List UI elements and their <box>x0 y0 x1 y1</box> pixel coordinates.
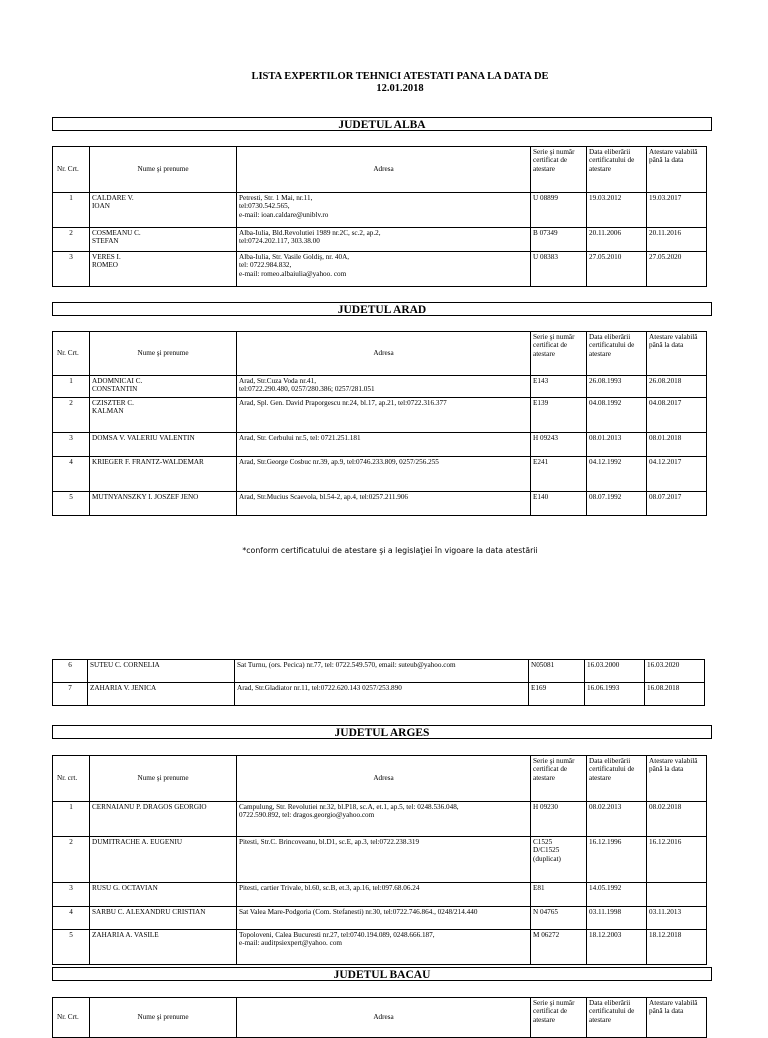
row-valid: 26.08.2018 <box>647 376 707 398</box>
row-name-line: VERES I. <box>92 253 121 261</box>
row-name-line: STEFAN <box>92 237 119 246</box>
row-name <box>90 252 237 287</box>
table-arges <box>52 755 707 965</box>
table-row <box>53 193 707 228</box>
row-address-line: tel:0730.542.565, <box>239 202 290 211</box>
row-serie <box>531 252 587 287</box>
header-address: Adresa <box>237 332 531 376</box>
row-address-line: tel: 0722.984.832, <box>239 261 292 270</box>
row-date-issue: 04.08.1992 <box>587 398 647 433</box>
row-nr: 3 <box>53 252 90 287</box>
row-name-line: ZAHARIA A. VASILE <box>92 931 159 939</box>
row-nr: 3 <box>53 883 90 907</box>
header-address: Adresa <box>237 147 531 193</box>
row-address-line: 0722.590.892, tel: dragos.georgio@yahoo.com <box>239 811 375 820</box>
row-serie-line: H 09230 <box>533 803 558 811</box>
row-address-line: Alba-Iulia, Str. Vasile Goldiş, nr. 40A, <box>239 253 350 261</box>
row-date-issue: 18.12.2003 <box>587 930 647 965</box>
table-arad <box>52 331 707 516</box>
row-valid: 16.03.2020 <box>645 660 705 683</box>
row-serie-line: U 08899 <box>533 194 558 202</box>
row-valid: 03.11.2013 <box>647 907 707 930</box>
row-date-issue: 03.11.1998 <box>587 907 647 930</box>
row-address <box>237 802 531 837</box>
row-date-issue: 27.05.2010 <box>587 252 647 287</box>
row-date-issue: 16.06.1993 <box>585 683 645 706</box>
row-nr: 5 <box>53 492 90 516</box>
row-date-issue: 04.12.1992 <box>587 457 647 492</box>
row-nr: 2 <box>53 837 90 883</box>
row-nr: 6 <box>53 660 88 683</box>
row-nr: 5 <box>53 930 90 965</box>
row-serie-line: N05081 <box>531 661 555 669</box>
header-valid: Atestare valabilă până la data <box>647 998 707 1038</box>
footnote: *conform certificatului de atestare şi a legislaţiei în vigoare la data atestării <box>242 546 538 555</box>
row-date-issue: 19.03.2012 <box>587 193 647 228</box>
table-row <box>53 883 707 907</box>
row-name-line: CALDARE V. <box>92 194 134 202</box>
row-serie-line: E169 <box>531 684 547 692</box>
row-nr: 3 <box>53 433 90 457</box>
row-address-line: Alba-Iulia, Bld.Revolutiei 1989 nr.2C, sc.2, ap.2, <box>239 229 381 237</box>
row-valid <box>647 883 707 907</box>
header-serie: Serie şi număr certificat de atestare <box>531 998 587 1038</box>
table-row <box>53 252 707 287</box>
row-nr: 4 <box>53 457 90 492</box>
row-valid: 08.02.2018 <box>647 802 707 837</box>
row-serie-line: (duplicat) <box>533 854 561 863</box>
row-name-line: IOAN <box>92 202 110 211</box>
row-name-line: RUSU G. OCTAVIAN <box>92 884 158 892</box>
row-name <box>88 683 235 706</box>
row-name-line: CONSTANTIN <box>92 385 138 394</box>
row-date-issue: 16.12.1996 <box>587 837 647 883</box>
row-address <box>237 837 531 883</box>
row-serie-line: N 04765 <box>533 908 558 916</box>
row-address-line: Campulung, Str. Revolutiei nr.32, bl.P18, sc.A, et.1, ap.5, tel: 0248.536.048, <box>239 803 459 811</box>
row-address-line: e-mail: auditpsiexpert@yahoo. com <box>239 939 343 948</box>
header-valid: Atestare valabilă până la data <box>647 147 707 193</box>
table-row <box>53 802 707 837</box>
row-date-issue: 26.08.1993 <box>587 376 647 398</box>
row-name <box>90 228 237 252</box>
row-serie <box>529 683 585 706</box>
row-serie-line: E140 <box>533 493 549 501</box>
row-name-line: COSMEANU C. <box>92 229 141 237</box>
row-nr: 4 <box>53 907 90 930</box>
title-line-1: LISTA EXPERTILOR TEHNICI ATESTATI PANA LA DATA DE <box>251 71 549 82</box>
section-heading-alba: JUDETUL ALBA <box>52 117 712 131</box>
section-heading-arad: JUDETUL ARAD <box>52 302 712 316</box>
row-address-line: e-mail: romeo.albaiulia@yahoo. com <box>239 269 347 278</box>
row-name <box>90 376 237 398</box>
row-serie-line: D/C1525 <box>533 846 560 855</box>
table-row <box>53 433 707 457</box>
row-address <box>237 398 531 433</box>
row-nr: 7 <box>53 683 88 706</box>
row-serie <box>531 376 587 398</box>
header-name: Nume şi prenume <box>90 147 237 193</box>
row-address-line: e-mail: ioan.caldare@uniblv.ro <box>239 210 329 219</box>
row-nr: 2 <box>53 398 90 433</box>
header-nr: Nr. Crt. <box>53 147 90 193</box>
table-row <box>53 376 707 398</box>
row-date-issue: 08.07.1992 <box>587 492 647 516</box>
table-arad-continued <box>52 659 705 706</box>
section-heading-bacau: JUDETUL BACAU <box>52 967 712 981</box>
row-name <box>90 837 237 883</box>
table-row <box>53 228 707 252</box>
header-date-issue: Data eliberării certificatului de atestare <box>587 332 647 376</box>
row-valid: 18.12.2018 <box>647 930 707 965</box>
row-name-line: ADOMNICAI C. <box>92 377 143 385</box>
row-nr: 2 <box>53 228 90 252</box>
row-name-line: DOMSA V. VALERIU VALENTIN <box>92 434 195 442</box>
row-name-line: CERNAIANU P. DRAGOS GEORGIO <box>92 803 207 811</box>
table-row <box>53 683 705 706</box>
header-date-issue: Data eliberării certificatului de atestare <box>587 998 647 1038</box>
row-serie <box>531 228 587 252</box>
row-name-line: MUTNYANSZKY I. JOSZEF JENO <box>92 493 199 501</box>
header-address: Adresa <box>237 756 531 802</box>
row-serie-line: B 07349 <box>533 229 558 237</box>
row-address-line: tel:0722.290.480, 0257/280.386; 0257/281.051 <box>239 385 375 394</box>
row-valid: 16.12.2016 <box>647 837 707 883</box>
row-date-issue: 14.05.1992 <box>587 883 647 907</box>
row-date-issue: 20.11.2006 <box>587 228 647 252</box>
row-address <box>237 930 531 965</box>
table-bacau <box>52 997 707 1038</box>
table-header-row <box>53 998 707 1038</box>
row-name <box>90 907 237 930</box>
row-name <box>90 193 237 228</box>
row-name-line: SUTEU C. CORNELIA <box>90 661 160 669</box>
row-date-issue: 16.03.2000 <box>585 660 645 683</box>
row-serie <box>531 837 587 883</box>
row-date-issue: 08.01.2013 <box>587 433 647 457</box>
row-address <box>237 252 531 287</box>
row-serie <box>531 930 587 965</box>
row-serie-line: U 08383 <box>533 253 558 261</box>
row-valid: 04.12.2017 <box>647 457 707 492</box>
table-header-row <box>53 756 707 802</box>
table-row <box>53 907 707 930</box>
header-serie: Serie şi număr certificat de atestare <box>531 147 587 193</box>
title-line-2: 12.01.2018 <box>376 83 424 94</box>
row-name <box>90 802 237 837</box>
row-serie-line: E143 <box>533 377 549 385</box>
row-serie <box>531 433 587 457</box>
row-serie-line: M 06272 <box>533 931 560 939</box>
section-heading-arges: JUDETUL ARGES <box>52 725 712 739</box>
row-address <box>237 228 531 252</box>
table-row <box>53 660 705 683</box>
row-serie <box>531 193 587 228</box>
row-serie <box>531 883 587 907</box>
header-date-issue: Data eliberării certificatului de atestare <box>587 147 647 193</box>
row-address-line: Arad, Str.George Cosbuc nr.39, ap.9, tel:0746.233.809, 0257/256.255 <box>239 458 439 466</box>
row-name <box>90 398 237 433</box>
row-address-line: Pitesti, Str.C. Brincoveanu, bl.D1, sc.E, ap.3, tel:0722.238.319 <box>239 838 420 846</box>
header-valid: Atestare valabilă până la data <box>647 756 707 802</box>
row-serie <box>531 907 587 930</box>
row-valid: 16.08.2018 <box>645 683 705 706</box>
row-nr: 1 <box>53 376 90 398</box>
row-address <box>235 660 529 683</box>
row-nr: 1 <box>53 193 90 228</box>
row-address-line: Arad, Str.Cuza Voda nr.41, <box>239 377 316 385</box>
row-address-line: Arad, Str. Cerbului nr.5, tel: 0721.251.181 <box>239 434 361 442</box>
row-name-line: SARBU C. ALEXANDRU CRISTIAN <box>92 908 206 916</box>
header-nr: Nr. Crt. <box>53 332 90 376</box>
header-name: Nume şi prenume <box>90 332 237 376</box>
row-name <box>90 883 237 907</box>
header-name: Nume şi prenume <box>90 998 237 1038</box>
row-name <box>90 930 237 965</box>
row-valid: 08.01.2018 <box>647 433 707 457</box>
row-serie <box>531 492 587 516</box>
row-address-line: Arad, Spl. Gen. David Praporgescu nr.24, bl.17, ap.21, tel:0722.316.377 <box>239 399 447 407</box>
row-valid: 04.08.2017 <box>647 398 707 433</box>
table-alba <box>52 146 707 287</box>
header-nr: Nr. Crt. <box>53 998 90 1038</box>
row-address <box>237 492 531 516</box>
row-name <box>88 660 235 683</box>
row-address <box>237 457 531 492</box>
row-name <box>90 492 237 516</box>
row-address <box>237 433 531 457</box>
row-serie-line: E139 <box>533 399 549 407</box>
row-name-line: DUMITRACHE A. EUGENIU <box>92 838 183 846</box>
row-serie-line: H 09243 <box>533 434 558 442</box>
table-header-row <box>53 147 707 193</box>
row-date-issue: 08.02.2013 <box>587 802 647 837</box>
row-address <box>237 883 531 907</box>
row-address-line: Pitesti, cartier Trivale, bl.60, sc.B, et.3, ap.16, tel:097.68.06.24 <box>239 884 420 892</box>
table-row <box>53 457 707 492</box>
row-address-line: Arad, Str.Gladiator nr.11, tel:0722.620.143 0257/253.890 <box>237 684 402 692</box>
row-address-line: Arad, Str.Mucius Scaevola, bl.54-2, ap.4, tel:0257.211.906 <box>239 493 409 501</box>
row-name <box>90 433 237 457</box>
table-row <box>53 492 707 516</box>
row-name-line: KRIEGER F. FRANTZ-WALDEMAR <box>92 458 204 466</box>
row-address <box>237 193 531 228</box>
header-serie: Serie şi număr certificat de atestare <box>531 332 587 376</box>
row-serie <box>531 398 587 433</box>
row-name <box>90 457 237 492</box>
row-valid: 19.03.2017 <box>647 193 707 228</box>
row-address <box>237 376 531 398</box>
row-serie <box>529 660 585 683</box>
row-serie-line: E241 <box>533 458 549 466</box>
row-valid: 08.07.2017 <box>647 492 707 516</box>
row-address <box>235 683 529 706</box>
row-name-line: ROMEO <box>92 261 118 270</box>
row-serie <box>531 457 587 492</box>
row-serie-line: C1525 <box>533 838 553 846</box>
table-row <box>53 837 707 883</box>
row-serie-line: E81 <box>533 884 545 892</box>
row-address-line: Petresti, Str. 1 Mai, nr.11, <box>239 194 313 202</box>
header-name: Nume şi prenume <box>90 756 237 802</box>
table-row <box>53 398 707 433</box>
row-name-line: KALMAN <box>92 407 124 416</box>
header-date-issue: Data eliberării certificatului de atestare <box>587 756 647 802</box>
table-row <box>53 930 707 965</box>
row-address-line: Sat Turnu, (ors. Pecica) nr.77, tel: 0722.549.570, email: suteub@yahoo.com <box>237 661 456 669</box>
row-address <box>237 907 531 930</box>
row-address-line: tel:0724.202.117, 303.38.00 <box>239 237 320 246</box>
header-address: Adresa <box>237 998 531 1038</box>
header-serie: Serie şi număr certificat de atestare <box>531 756 587 802</box>
row-name-line: ZAHARIA V. JENICA <box>90 684 157 692</box>
row-valid: 20.11.2016 <box>647 228 707 252</box>
header-nr: Nr. crt. <box>53 756 90 802</box>
table-header-row <box>53 332 707 376</box>
row-nr: 1 <box>53 802 90 837</box>
row-address-line: Topoloveni, Calea Bucuresti nr.27, tel:0740.194.089, 0248.666.187, <box>239 931 435 939</box>
row-name-line: CZISZTER C. <box>92 399 134 407</box>
row-address-line: Sat Valea Mare-Podgoria (Com. Stefanesti) nr.30, tel:0722.746.864., 0248/214.440 <box>239 908 478 916</box>
row-valid: 27.05.2020 <box>647 252 707 287</box>
row-serie <box>531 802 587 837</box>
header-valid: Atestare valabilă până la data <box>647 332 707 376</box>
